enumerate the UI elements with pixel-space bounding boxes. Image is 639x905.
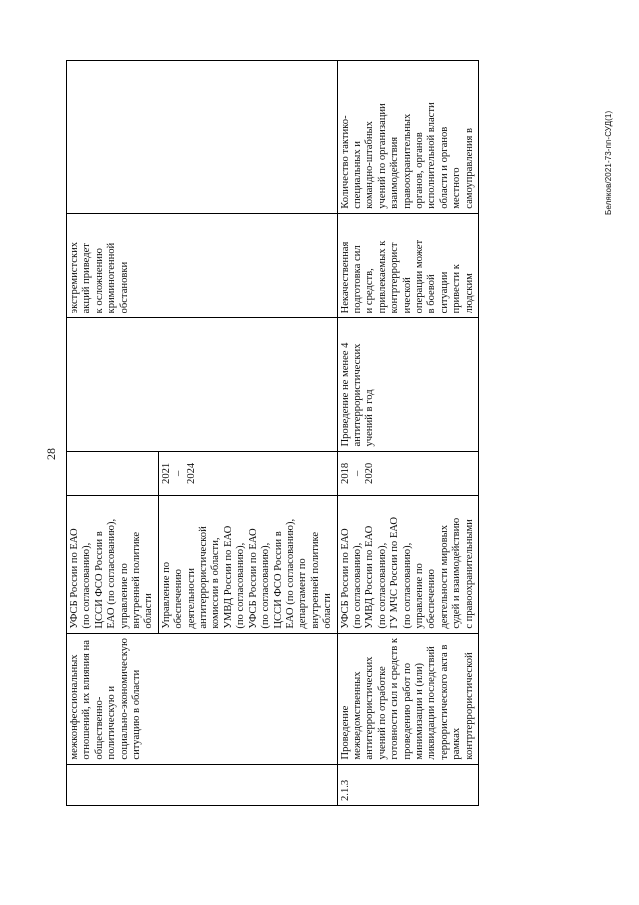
consequence-cell	[67, 213, 338, 318]
text-line: Некачественная	[339, 241, 351, 314]
text-line: обстановки	[118, 261, 130, 314]
text-line: области	[322, 593, 334, 629]
text-line: межведомственных	[351, 671, 363, 760]
text-line: с правоохранительными	[463, 519, 475, 629]
term-cell	[67, 451, 159, 496]
indicator-cell	[337, 61, 478, 214]
text-line: рамках	[451, 727, 463, 760]
text-line: деятельности	[185, 568, 197, 629]
text-line: политическую и	[106, 685, 118, 760]
term-end: 2024	[185, 462, 197, 484]
text-line: криминогенной	[106, 242, 118, 314]
text-line: учений в год	[364, 389, 376, 447]
text-line: ликвидации последствий	[426, 646, 438, 760]
text-line: Проведение	[339, 705, 351, 760]
text-line: привлекаемых к	[376, 240, 388, 314]
text-line: минимизации и (или)	[413, 662, 425, 760]
text-line: привести к	[451, 264, 463, 314]
text-line: в боевой	[426, 274, 438, 314]
text-line: департамент по	[297, 558, 309, 629]
text-line: органов, органов	[413, 132, 425, 209]
term-cell	[337, 451, 478, 496]
text-line: Количество тактико-	[339, 115, 351, 209]
row-number-cell	[67, 764, 338, 805]
text-line: ЕАО (по согласованию),	[284, 518, 296, 629]
text-line: обеспечению	[173, 569, 185, 629]
text-line: комиссии в области,	[210, 537, 222, 629]
text-line: учений по отработке	[376, 666, 388, 760]
text-line: УМВД России по ЕАО	[222, 525, 234, 629]
text-line: области	[143, 593, 155, 629]
text-line: ЦССИ ФСО России в	[93, 531, 105, 629]
text-line: ситуации	[438, 271, 450, 314]
text-line: людским	[463, 273, 475, 314]
term-start: 2018	[339, 462, 351, 484]
text-line: местного	[451, 167, 463, 209]
executors-cell	[337, 496, 478, 633]
text-line: судей и взаимодействию	[451, 517, 463, 629]
text-line: управление по	[118, 563, 130, 629]
text-line: УФСБ России по ЕАО	[339, 528, 351, 629]
executors-cell	[158, 496, 337, 633]
text-line: командно-штабных	[364, 121, 376, 209]
text-line: ической	[401, 277, 413, 314]
text-line: готовности сил и средств к	[389, 637, 401, 760]
term-start: 2021	[160, 462, 172, 484]
indicator-cell	[67, 61, 338, 214]
text-line: УМВД России по ЕАО	[364, 525, 376, 629]
program-table	[66, 60, 479, 806]
result-cell	[337, 318, 478, 451]
text-line: Управление по	[160, 561, 172, 629]
text-line: внутренней политике	[131, 531, 143, 629]
text-line: ГУ МЧС России по ЕАО	[389, 516, 401, 629]
executors-cell	[67, 496, 159, 633]
text-line: ситуацию в области	[131, 669, 143, 760]
term-dash: –	[173, 470, 185, 477]
event-cell	[337, 633, 478, 764]
text-line: управление по	[413, 563, 425, 629]
text-line: внутренней политике	[309, 531, 321, 629]
text-line: (по согласованию),	[260, 542, 272, 629]
text-line: операции может	[413, 239, 425, 314]
text-line: (по согласованию),	[351, 542, 363, 629]
text-line: УФСБ России по ЕАО	[69, 528, 80, 629]
text-line: проведению работ по	[401, 663, 413, 760]
text-line: области и органов	[438, 126, 450, 209]
text-line: исполнительной власти	[426, 102, 438, 209]
text-line: взаимодействия	[389, 136, 401, 209]
text-line: (по согласованию),	[235, 542, 247, 629]
text-line: контртеррорист	[389, 242, 401, 314]
text-line: специальных и	[351, 141, 363, 209]
text-line: Проведение не менее 4	[339, 342, 351, 447]
text-line: отношений, их влияния на	[81, 640, 93, 760]
event-cell	[67, 633, 338, 764]
consequence-cell	[337, 213, 478, 318]
text-line: УФСБ России по ЕАО	[247, 528, 259, 629]
table-row	[337, 61, 478, 806]
text-line: ЕАО (по согласованию),	[106, 518, 118, 629]
table-row	[67, 61, 159, 806]
text-line: антитеррористических	[364, 656, 376, 760]
result-cell	[67, 318, 338, 451]
row-number-cell: 2.1.3	[337, 764, 478, 805]
text-line: (по согласованию),	[376, 542, 388, 629]
text-line: подготовка сил	[351, 245, 363, 314]
text-line: правоохранительных	[401, 113, 413, 209]
text-line: (по согласованию),	[81, 542, 93, 629]
text-line: (по согласованию),	[401, 542, 413, 629]
text-line: к осложнению	[93, 248, 105, 314]
text-line: антитеррористических	[351, 343, 363, 447]
text-line: межконфессиональных	[69, 654, 80, 760]
text-line: учений по организации	[376, 103, 388, 209]
text-line: деятельности мировых	[438, 524, 450, 629]
document-footer-code: Беляков/2021-73-пп-СУД(1)	[604, 110, 613, 215]
text-line: общественно-	[93, 696, 105, 760]
term-dash: –	[351, 470, 363, 477]
text-line: террористического акта в	[438, 644, 450, 760]
text-line: ЦССИ ФСО России в	[272, 531, 284, 629]
text-line: экстремистских	[69, 241, 80, 314]
text-line: и средств,	[364, 268, 376, 314]
text-line: обеспечению	[426, 569, 438, 629]
page-number: 28	[44, 448, 58, 460]
text-line: акций приведет	[81, 243, 93, 314]
text-line: антитеррористической	[198, 526, 210, 629]
term-cell	[158, 451, 337, 496]
text-line: самоуправления в	[463, 127, 475, 209]
text-line: социально-экономическую	[118, 638, 130, 760]
term-end: 2020	[364, 462, 376, 484]
text-line: контртеррористической	[463, 652, 475, 760]
